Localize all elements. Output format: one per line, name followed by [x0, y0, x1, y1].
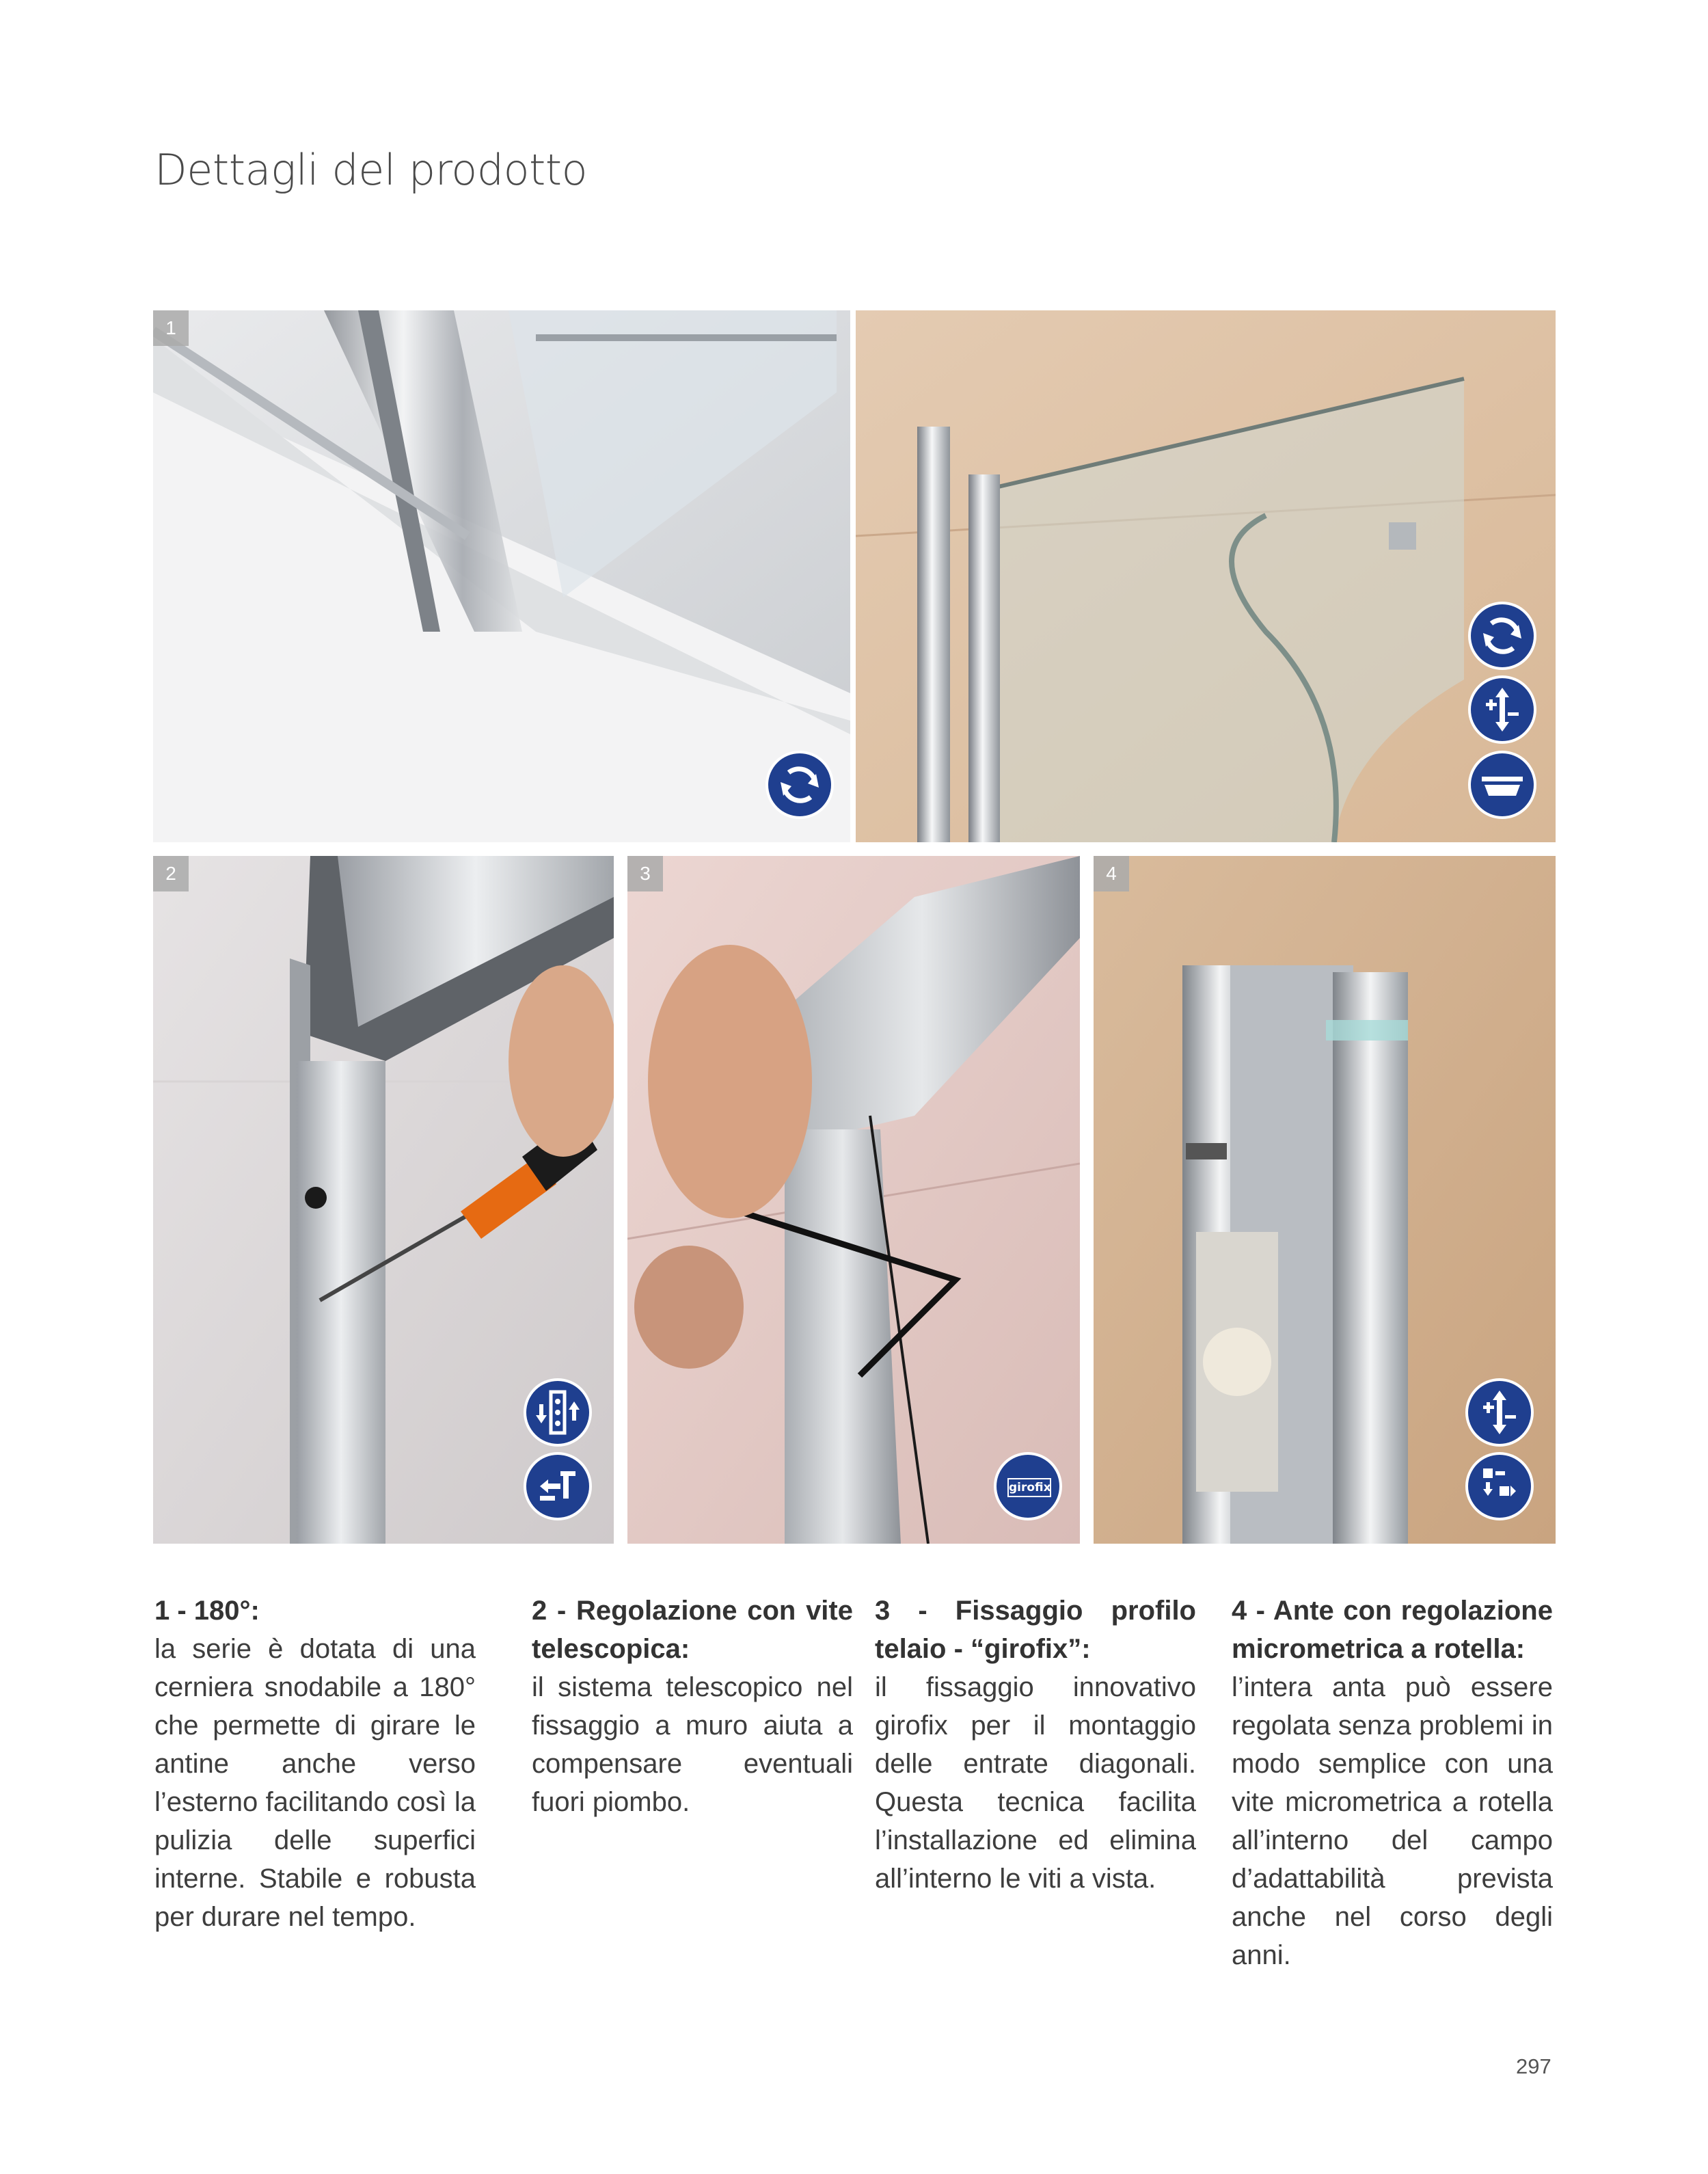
height-adjust-icon — [1468, 1381, 1531, 1444]
caption-2 — [532, 1592, 853, 1821]
curved-panel-illustration — [856, 310, 1556, 842]
caption-body: il fissaggio innovativo girofix per il montaggio delle entrate diagonali. Questa tecnica facilita l’installazione ed elimina all’interno le viti a vista. — [875, 1672, 1196, 1894]
caption-body: l’intera anta può essere regolata senza problemi in modo semplice con una vite micrometrica a rotella all’interno del campo d’adattabilità prevista anche nel corso degli anni. — [1232, 1672, 1553, 1970]
photo-micrometric — [1094, 856, 1556, 1544]
photo-label: 3 — [627, 856, 663, 891]
bath-icon — [1471, 753, 1534, 816]
page-title: Dettagli del prodotto — [154, 145, 588, 195]
page-number: 297 — [1516, 2054, 1551, 2078]
caption-heading: 4 - Ante con regolazione micrometrica a rotella: — [1232, 1596, 1553, 1664]
photo-label: 1 — [153, 310, 189, 346]
caption-heading: 3 - Fissaggio profilo telaio - “girofix”: — [875, 1596, 1196, 1664]
caption-heading: 1 - 180°: — [154, 1596, 260, 1626]
photo-telescopic-screw — [153, 856, 614, 1544]
photo-label: 2 — [153, 856, 189, 891]
rotate-icon — [768, 753, 831, 816]
girofix-illustration — [627, 856, 1080, 1544]
girofix-logo-text: girofix — [1007, 1478, 1051, 1497]
caption-3 — [875, 1592, 1196, 1898]
girofix-icon — [997, 1455, 1059, 1518]
hinge-photo-illustration — [153, 310, 850, 842]
caption-heading: 2 - Regolazione con vite telescopica: — [532, 1596, 853, 1664]
telescopic-profile-icon — [526, 1381, 589, 1444]
photo-girofix — [627, 856, 1080, 1544]
caption-body: il sistema telescopico nel fissaggio a muro aiuta a compensare eventuali fuori piombo. — [532, 1672, 853, 1817]
height-adjust-icon — [1471, 678, 1534, 741]
caption-4 — [1232, 1592, 1553, 1974]
rotate-icon — [1471, 604, 1534, 667]
caption-body: la serie è dotata di una cerniera snodabile a 180° che permette di girare le antine anche verso l’esterno facilitando così la pulizia delle superfici interne. Stabile e robusta per durare nel tempo. — [154, 1634, 476, 1932]
wall-adjust-icon — [526, 1455, 589, 1518]
photo-curved-panel — [856, 310, 1556, 842]
photo-label: 4 — [1094, 856, 1129, 891]
photo-hinge-180 — [153, 310, 850, 842]
micrometric-adjust-icon — [1468, 1455, 1531, 1518]
caption-1 — [154, 1592, 476, 1936]
